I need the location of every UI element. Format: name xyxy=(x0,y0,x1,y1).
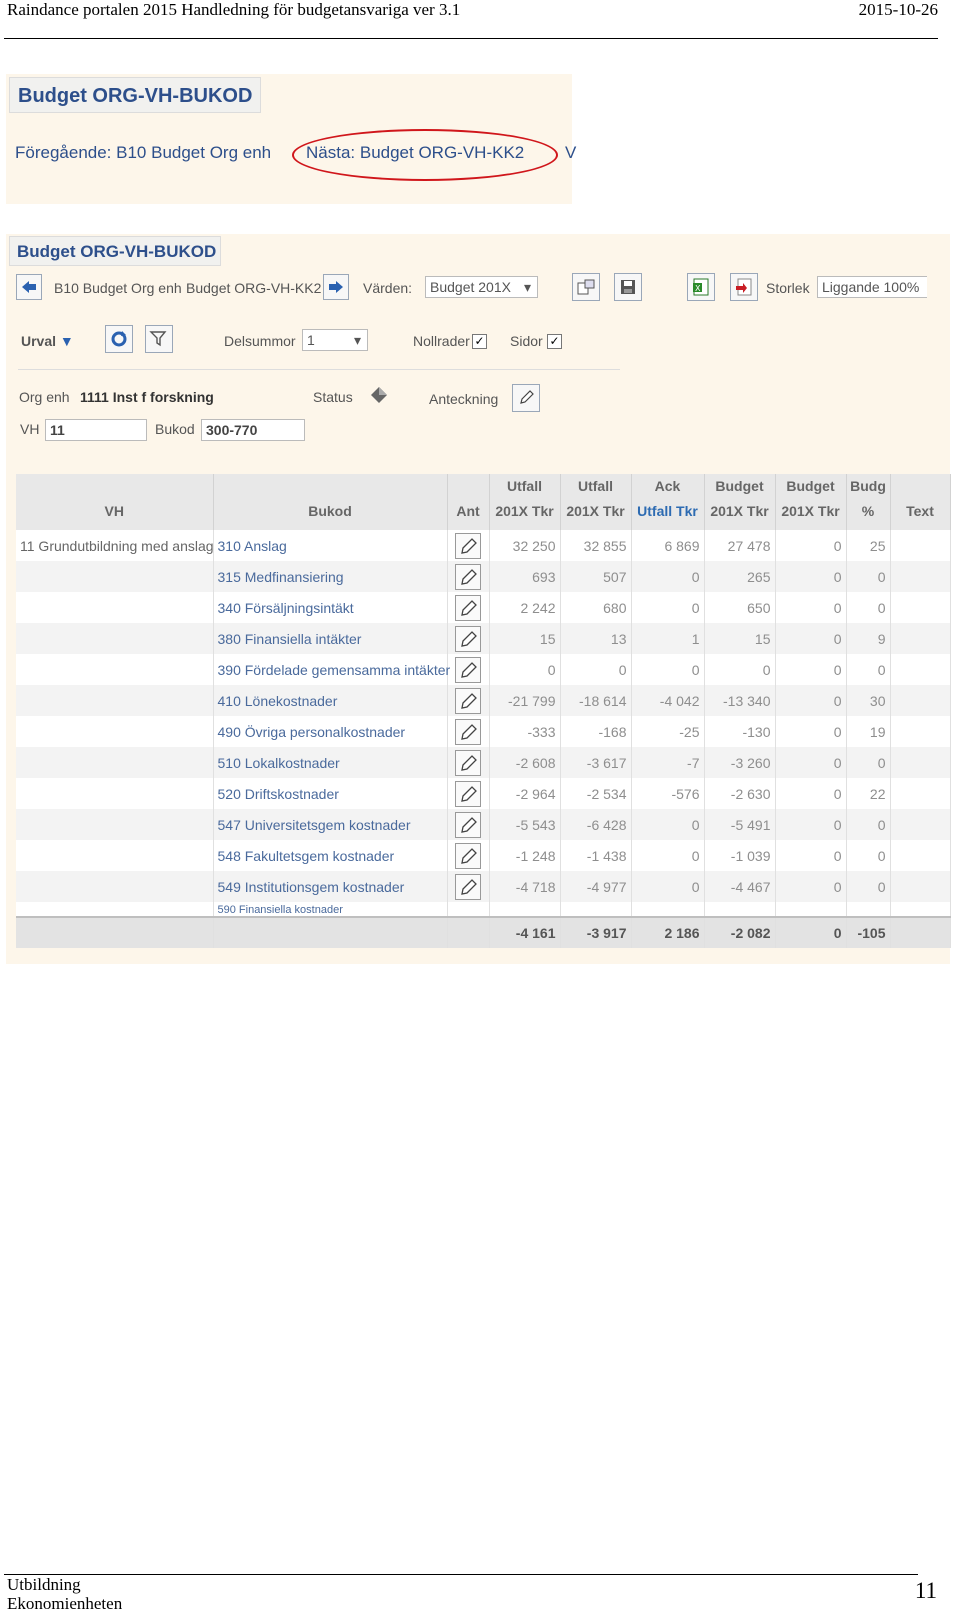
value-cell: 0 xyxy=(775,809,846,840)
text-cell xyxy=(890,747,950,778)
table-row xyxy=(16,871,950,902)
column-header[interactable]: Budg % xyxy=(846,474,890,530)
vh-cell xyxy=(16,623,213,654)
next-report-label[interactable]: Budget ORG-VH-KK2 xyxy=(186,280,322,296)
edit-button[interactable] xyxy=(455,626,481,652)
vh-cell xyxy=(16,871,213,902)
value-cell: 0 xyxy=(775,840,846,871)
value-cell: -5 543 xyxy=(489,809,560,840)
export-excel-button[interactable] xyxy=(687,273,715,301)
vh-cell xyxy=(16,561,213,592)
table-row xyxy=(16,716,950,747)
total-cell: 2 186 xyxy=(631,917,704,948)
value-cell: 0 xyxy=(631,561,704,592)
value-cell: -130 xyxy=(704,716,775,747)
filter-icon xyxy=(150,330,168,348)
bukod-link[interactable]: 547 Universitetsgem kostnader xyxy=(213,809,447,840)
value-cell: 32 250 xyxy=(489,530,560,561)
value-cell: -1 039 xyxy=(704,840,775,871)
value-cell: 0 xyxy=(775,716,846,747)
bukod-link[interactable]: 410 Lönekostnader xyxy=(213,685,447,716)
value-cell: 693 xyxy=(489,561,560,592)
bukod-link[interactable]: 549 Institutionsgem kostnader xyxy=(213,871,447,902)
pencil-icon xyxy=(456,534,480,558)
value-cell: 22 xyxy=(846,778,890,809)
status-label: Status xyxy=(313,389,353,405)
ant-cell xyxy=(447,778,489,809)
previous-report-link[interactable]: Föregående: B10 Budget Org enh xyxy=(15,143,272,162)
columns-icon xyxy=(577,279,595,295)
value-cell: -2 630 xyxy=(704,778,775,809)
column-header[interactable]: Utfall 201X Tkr xyxy=(560,474,631,530)
value-cell: 32 855 xyxy=(560,530,631,561)
value-cell: -6 428 xyxy=(560,809,631,840)
value-cell: 0 xyxy=(846,654,890,685)
filter-button[interactable] xyxy=(145,325,173,353)
value-cell: 265 xyxy=(704,561,775,592)
edit-button[interactable] xyxy=(455,812,481,838)
text-cell xyxy=(890,778,950,809)
edit-button[interactable] xyxy=(455,688,481,714)
text-cell xyxy=(890,623,950,654)
bukod-link[interactable]: 390 Fördelade gemensamma intäkter xyxy=(213,654,447,685)
storlek-select[interactable] xyxy=(817,276,927,298)
urval-label: Urval xyxy=(21,333,57,349)
value-cell: 0 xyxy=(846,747,890,778)
value-cell: -3 617 xyxy=(560,747,631,778)
ant-cell xyxy=(447,871,489,902)
report-screenshot xyxy=(6,234,950,964)
value-cell: 9 xyxy=(846,623,890,654)
value-cell: 0 xyxy=(704,654,775,685)
value-cell: 680 xyxy=(560,592,631,623)
page-number: 11 xyxy=(914,1578,937,1603)
value-cell: -2 534 xyxy=(560,778,631,809)
ant-cell xyxy=(447,840,489,871)
total-cell: -4 161 xyxy=(489,917,560,948)
refresh-icon xyxy=(110,330,128,348)
value-cell: -5 491 xyxy=(704,809,775,840)
header-divider xyxy=(4,38,938,39)
refresh-button[interactable] xyxy=(105,325,133,353)
next-arrow-button[interactable] xyxy=(323,274,349,300)
pdf-icon xyxy=(735,278,753,296)
ant-cell xyxy=(447,592,489,623)
vh-cell xyxy=(16,685,213,716)
document-header-date: 2015-10-26 xyxy=(858,0,938,19)
value-cell: -576 xyxy=(631,778,704,809)
svg-text:X: X xyxy=(695,284,701,293)
value-cell: -18 614 xyxy=(560,685,631,716)
value-cell: 0 xyxy=(631,592,704,623)
value-cell: 27 478 xyxy=(704,530,775,561)
value-cell: 0 xyxy=(846,840,890,871)
text-cell xyxy=(890,716,950,747)
anteckning-edit-button[interactable] xyxy=(512,384,540,412)
urval-menu[interactable] xyxy=(21,333,74,349)
value-cell: -1 438 xyxy=(560,840,631,871)
value-cell: -4 977 xyxy=(560,871,631,902)
value-cell: 650 xyxy=(704,592,775,623)
value-cell: -4 718 xyxy=(489,871,560,902)
text-cell xyxy=(890,871,950,902)
ant-cell xyxy=(447,654,489,685)
value-cell: 2 242 xyxy=(489,592,560,623)
value-cell: 0 xyxy=(631,654,704,685)
table-row xyxy=(16,530,950,561)
bukod-link[interactable]: 510 Lokalkostnader xyxy=(213,747,447,778)
value-cell: 1 xyxy=(631,623,704,654)
truncated-text: V xyxy=(565,143,577,162)
sidor-label: Sidor xyxy=(510,333,543,349)
table-row xyxy=(16,592,950,623)
vh-cell xyxy=(16,840,213,871)
value-cell: 0 xyxy=(775,778,846,809)
value-cell: 15 xyxy=(489,623,560,654)
value-cell: 0 xyxy=(631,871,704,902)
toggle-columns-button[interactable] xyxy=(572,273,600,301)
varden-select-value: Budget 201X xyxy=(430,279,511,295)
edit-button[interactable] xyxy=(455,595,481,621)
storlek-label: Storlek xyxy=(766,280,810,296)
value-cell: 0 xyxy=(560,654,631,685)
pencil-icon xyxy=(456,658,480,682)
footer-unit: Ekonomienheten xyxy=(7,1594,123,1613)
text-cell xyxy=(890,840,950,871)
value-cell: -21 799 xyxy=(489,685,560,716)
value-cell: -13 340 xyxy=(704,685,775,716)
value-cell: 0 xyxy=(775,623,846,654)
table-row xyxy=(16,685,950,716)
export-pdf-button[interactable] xyxy=(730,273,758,301)
column-header[interactable]: Ack Utfall Tkr xyxy=(631,474,704,530)
table-row-clipped xyxy=(16,902,950,917)
highlight-oval xyxy=(292,129,558,181)
pencil-icon xyxy=(456,565,480,589)
budget-table xyxy=(16,474,951,948)
bukod-input[interactable]: 300-770 xyxy=(201,419,305,441)
value-cell: -4 467 xyxy=(704,871,775,902)
vh-cell xyxy=(16,778,213,809)
table-header-row xyxy=(16,474,950,530)
pencil-icon xyxy=(456,782,480,806)
bukod-link[interactable]: 315 Medfinansiering xyxy=(213,561,447,592)
edit-button[interactable] xyxy=(455,781,481,807)
table-row xyxy=(16,623,950,654)
value-cell: 0 xyxy=(775,685,846,716)
table-row xyxy=(16,654,950,685)
excel-icon xyxy=(692,278,710,296)
storlek-select-value: Liggande 100% xyxy=(822,279,920,295)
column-header[interactable]: Text xyxy=(890,474,950,530)
value-cell: 0 xyxy=(775,747,846,778)
bukod-link[interactable]: 340 Försäljningsintäkt xyxy=(213,592,447,623)
value-cell: 0 xyxy=(846,561,890,592)
pencil-icon xyxy=(518,390,534,406)
next-report-link[interactable]: Nästa: Budget ORG-VH-KK2 xyxy=(306,143,525,162)
varden-label: Värden: xyxy=(363,280,413,296)
pencil-icon xyxy=(456,627,480,651)
value-cell: 0 xyxy=(775,530,846,561)
delsummor-label: Delsummor xyxy=(224,333,296,349)
value-cell: 0 xyxy=(631,809,704,840)
pencil-icon xyxy=(456,844,480,868)
table-row xyxy=(16,840,950,871)
edit-button[interactable] xyxy=(455,750,481,776)
value-cell: 25 xyxy=(846,530,890,561)
vh-input[interactable]: 11 xyxy=(45,419,147,441)
column-header[interactable]: Ant xyxy=(447,474,489,530)
save-button[interactable] xyxy=(614,273,642,301)
value-cell: 19 xyxy=(846,716,890,747)
sidor-checkbox[interactable]: ✓ xyxy=(547,334,562,349)
value-cell: 0 xyxy=(846,871,890,902)
document-header-title: Raindance portalen 2015 Handledning för budgetansvariga ver 3.1 xyxy=(7,0,461,19)
ant-cell xyxy=(447,809,489,840)
pencil-icon xyxy=(456,596,480,620)
bukod-label: Bukod xyxy=(155,421,195,437)
ant-cell xyxy=(447,623,489,654)
bukod-link[interactable]: 490 Övriga personalkostnader xyxy=(213,716,447,747)
bukod-link[interactable]: 548 Fakultetsgem kostnader xyxy=(213,840,447,871)
org-enh-label: Org enh xyxy=(19,389,70,405)
toolbar-divider xyxy=(18,369,620,370)
text-cell xyxy=(890,530,950,561)
value-cell: -2 608 xyxy=(489,747,560,778)
ant-cell xyxy=(447,685,489,716)
table-row xyxy=(16,778,950,809)
pencil-icon xyxy=(456,720,480,744)
bukod-link[interactable]: 590 Finansiella kostnader xyxy=(213,902,447,917)
table-row xyxy=(16,809,950,840)
pencil-icon xyxy=(456,875,480,899)
vh-cell xyxy=(16,809,213,840)
value-cell: -333 xyxy=(489,716,560,747)
column-header[interactable]: Budget 201X Tkr xyxy=(704,474,775,530)
nollrader-label: Nollrader xyxy=(413,333,470,349)
totals-row xyxy=(16,917,950,948)
value-cell: -4 042 xyxy=(631,685,704,716)
text-cell xyxy=(890,561,950,592)
arrow-left-icon xyxy=(21,280,37,294)
value-cell: 0 xyxy=(775,592,846,623)
edit-button[interactable] xyxy=(455,719,481,745)
bukod-link[interactable]: 310 Anslag xyxy=(213,530,447,561)
vh-cell xyxy=(16,592,213,623)
table-row xyxy=(16,747,950,778)
pencil-icon xyxy=(456,813,480,837)
report-title-tab[interactable]: Budget ORG-VH-BUKOD xyxy=(9,236,221,266)
value-cell: 0 xyxy=(775,654,846,685)
arrow-right-icon xyxy=(328,280,344,294)
chevron-down-icon: ▾ xyxy=(353,332,361,348)
edit-button[interactable] xyxy=(455,564,481,590)
value-cell: 0 xyxy=(775,561,846,592)
text-cell xyxy=(890,654,950,685)
value-cell: 0 xyxy=(489,654,560,685)
edit-button[interactable] xyxy=(455,657,481,683)
value-cell: 0 xyxy=(846,592,890,623)
column-header[interactable]: VH xyxy=(16,474,213,530)
edit-button[interactable] xyxy=(455,874,481,900)
total-cell: 0 xyxy=(775,917,846,948)
value-cell: -3 260 xyxy=(704,747,775,778)
value-cell: 0 xyxy=(846,809,890,840)
footer-divider xyxy=(4,1574,918,1575)
footer-department: Utbildning xyxy=(7,1575,81,1594)
value-cell: -1 248 xyxy=(489,840,560,871)
chevron-down-icon: ▾ xyxy=(523,279,531,295)
status-diamond-icon xyxy=(370,386,388,409)
vh-label: VH xyxy=(20,421,40,437)
total-cell: -3 917 xyxy=(560,917,631,948)
column-header[interactable]: Utfall 201X Tkr xyxy=(489,474,560,530)
navigation-screenshot xyxy=(6,74,577,204)
nollrader-checkbox[interactable]: ✓ xyxy=(472,334,487,349)
value-cell: 13 xyxy=(560,623,631,654)
table-row xyxy=(16,561,950,592)
anteckning-label: Anteckning xyxy=(429,391,499,407)
value-cell: -2 964 xyxy=(489,778,560,809)
edit-button[interactable] xyxy=(455,843,481,869)
edit-button[interactable] xyxy=(455,533,481,559)
delsummor-value: 1 xyxy=(307,332,315,348)
value-cell: 30 xyxy=(846,685,890,716)
value-cell: 507 xyxy=(560,561,631,592)
value-cell: -168 xyxy=(560,716,631,747)
ant-cell xyxy=(447,530,489,561)
bukod-link[interactable]: 520 Driftskostnader xyxy=(213,778,447,809)
value-cell: -7 xyxy=(631,747,704,778)
ant-cell xyxy=(447,561,489,592)
vh-cell xyxy=(16,716,213,747)
column-header[interactable]: Budget 201X Tkr xyxy=(775,474,846,530)
text-cell xyxy=(890,809,950,840)
total-cell: -105 xyxy=(846,917,890,948)
text-cell xyxy=(890,592,950,623)
value-cell: 15 xyxy=(704,623,775,654)
previous-report-label[interactable]: B10 Budget Org enh xyxy=(54,280,182,296)
vh-cell xyxy=(16,747,213,778)
save-icon xyxy=(620,279,636,295)
value-cell: -25 xyxy=(631,716,704,747)
column-header[interactable]: Bukod xyxy=(213,474,447,530)
ant-cell xyxy=(447,716,489,747)
org-enh-value: 1111 Inst f forskning xyxy=(80,389,214,405)
value-cell: 6 869 xyxy=(631,530,704,561)
text-cell xyxy=(890,685,950,716)
report-title-tab[interactable]: Budget ORG-VH-BUKOD xyxy=(9,77,261,113)
previous-arrow-button[interactable] xyxy=(16,274,42,300)
pencil-icon xyxy=(456,689,480,713)
total-cell: -2 082 xyxy=(704,917,775,948)
delsummor-select[interactable] xyxy=(302,329,368,351)
pencil-icon xyxy=(456,751,480,775)
vh-cell: 11 Grundutbildning med anslag xyxy=(16,530,213,561)
chevron-down-icon: ▼ xyxy=(59,333,74,349)
varden-select[interactable] xyxy=(425,276,538,298)
ant-cell xyxy=(447,747,489,778)
vh-cell xyxy=(16,654,213,685)
bukod-link[interactable]: 380 Finansiella intäkter xyxy=(213,623,447,654)
value-cell: 0 xyxy=(631,840,704,871)
value-cell: 0 xyxy=(775,871,846,902)
